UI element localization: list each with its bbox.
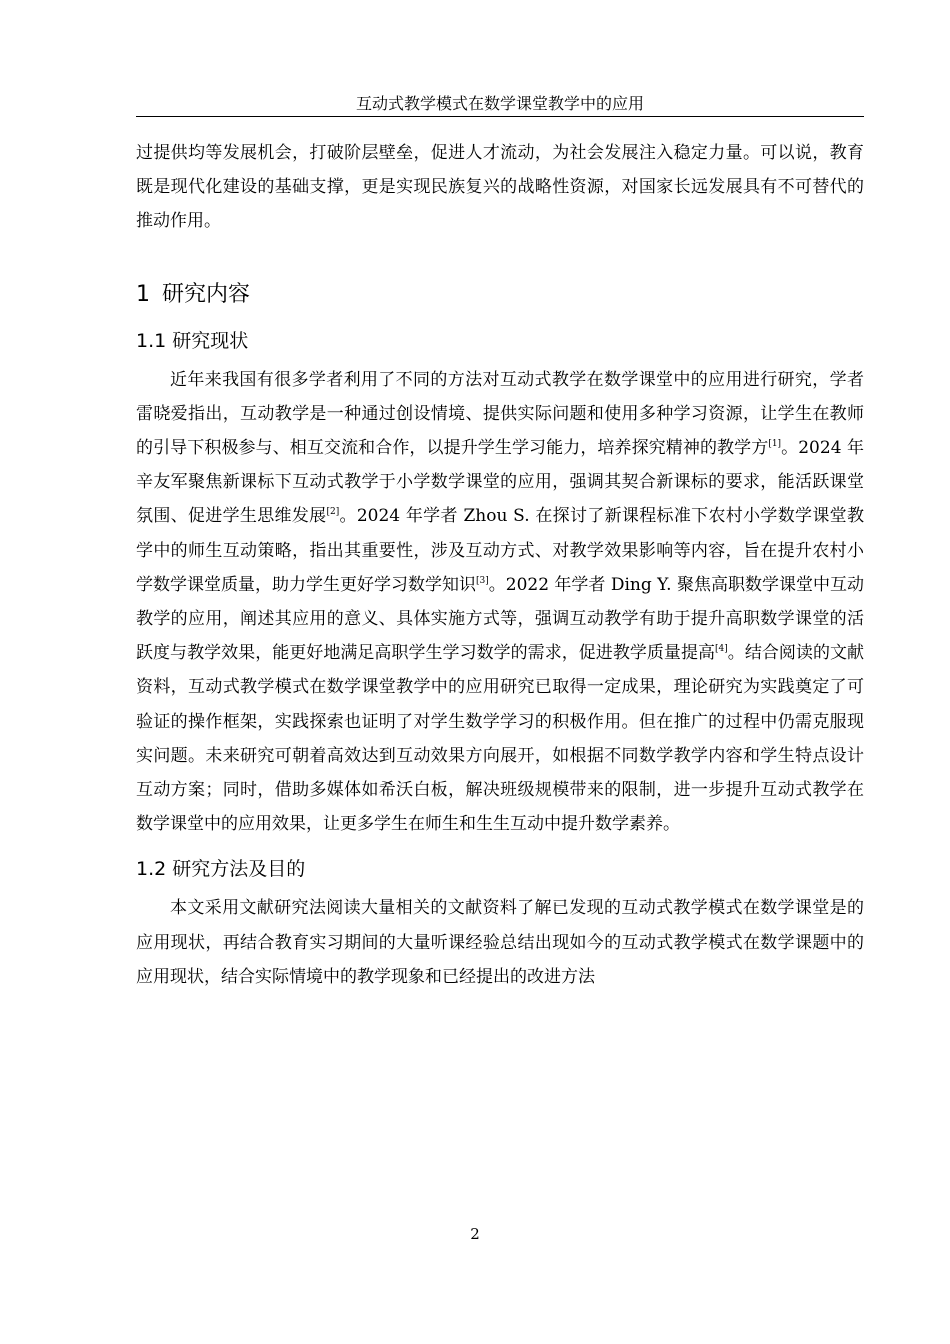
research-status-text-2: 。2024 年辛友军聚焦新课标下互动式教学于小学数学课堂的应用，强调其契合新课标的要求，能活跃课堂氛围、促进学生思维发展 xyxy=(136,438,864,527)
running-header-title: 互动式教学模式在数学课堂教学中的应用 xyxy=(355,94,644,113)
page-number: 2 xyxy=(470,1225,480,1243)
citation-3: [3] xyxy=(476,575,489,586)
page-body xyxy=(136,136,864,994)
research-status-text-4: 。2022 年学者 Ding Y. 聚焦高职数学课堂中互动教学的应用，阐述其应用的意义、具体实施方式等，强调互动教学有助于提升高职数学课堂的活跃度与教学效果，能更好地满足高职学生学习数学的需求，促进教学质量提高 xyxy=(136,574,864,664)
section-1-title: 研究内容 xyxy=(162,281,251,307)
methods-paragraph: 本文采用文献研究法阅读大量相关的文献资料了解已发现的互动式教学模式在数学课堂是的应用现状，再结合教育实习期间的大量听课经验总结出现如今的互动式教学模式在数学课题中的应用现状，结合实际情境中的教学现象和已经提出的改进方法 xyxy=(136,898,864,987)
research-status-paragraph xyxy=(136,363,864,842)
header-divider xyxy=(136,116,864,117)
section-1-heading xyxy=(136,275,864,315)
citation-4: [4] xyxy=(715,644,728,655)
section-1-2-number: 1.2 xyxy=(136,858,167,881)
section-1-1-title: 研究现状 xyxy=(172,329,249,352)
section-1-1-number: 1.1 xyxy=(136,329,167,352)
section-1-2-title: 研究方法及目的 xyxy=(172,858,306,881)
research-status-text-3: 。2024 年学者 Zhou S. 在探讨了新课程标准下农村小学数学课堂教学中的师生互动策略，指出其重要性，涉及互动方式、对教学效果影响等内容，旨在提升农村小学数学课堂质量，助力学生更好学习数学知识 xyxy=(136,506,864,595)
research-status-text-1: 近年来我国有很多学者利用了不同的方法对互动式教学在数学课堂中的应用进行研究，学者雷晓爱指出，互动教学是一种通过创设情境、提供实际问题和使用多种学习资源，让学生在教师的引导下积极参与、相互交流和合作，以提升学生学习能力，培养探究精神的教学方 xyxy=(136,369,864,459)
section-1-1-heading xyxy=(136,325,864,357)
section-1-number: 1 xyxy=(136,281,150,307)
citation-1: [1] xyxy=(768,439,782,450)
research-status-text-5: 。结合阅读的文献资料，互动式教学模式在数学课堂教学中的应用研究已取得一定成果，理论研究为实践奠定了可验证的操作框架，实践探索也证明了对学生数学学习的积极作用。但在推广的过程中仍需克服现实问题。未来研究可朝着高效达到互动效果方向展开，如根据不同数学教学内容和学生特点设计互动方案；同时，借助多媒体如希沃白板，解决班级规模带来的限制，进一步提升互动式教学在数学课堂中的应用效果，让更多学生在师生和生生互动中提升数学素养。 xyxy=(136,643,865,835)
intro-paragraph: 过提供均等发展机会，打破阶层壁垒，促进人才流动，为社会发展注入稳定力量。可以说，教育既是现代化建设的基础支撑，更是实现民族复兴的战略性资源，对国家长远发展具有不可替代的推动作用。 xyxy=(136,143,864,232)
section-1-2-heading xyxy=(136,853,864,885)
citation-2: [2] xyxy=(326,507,340,518)
